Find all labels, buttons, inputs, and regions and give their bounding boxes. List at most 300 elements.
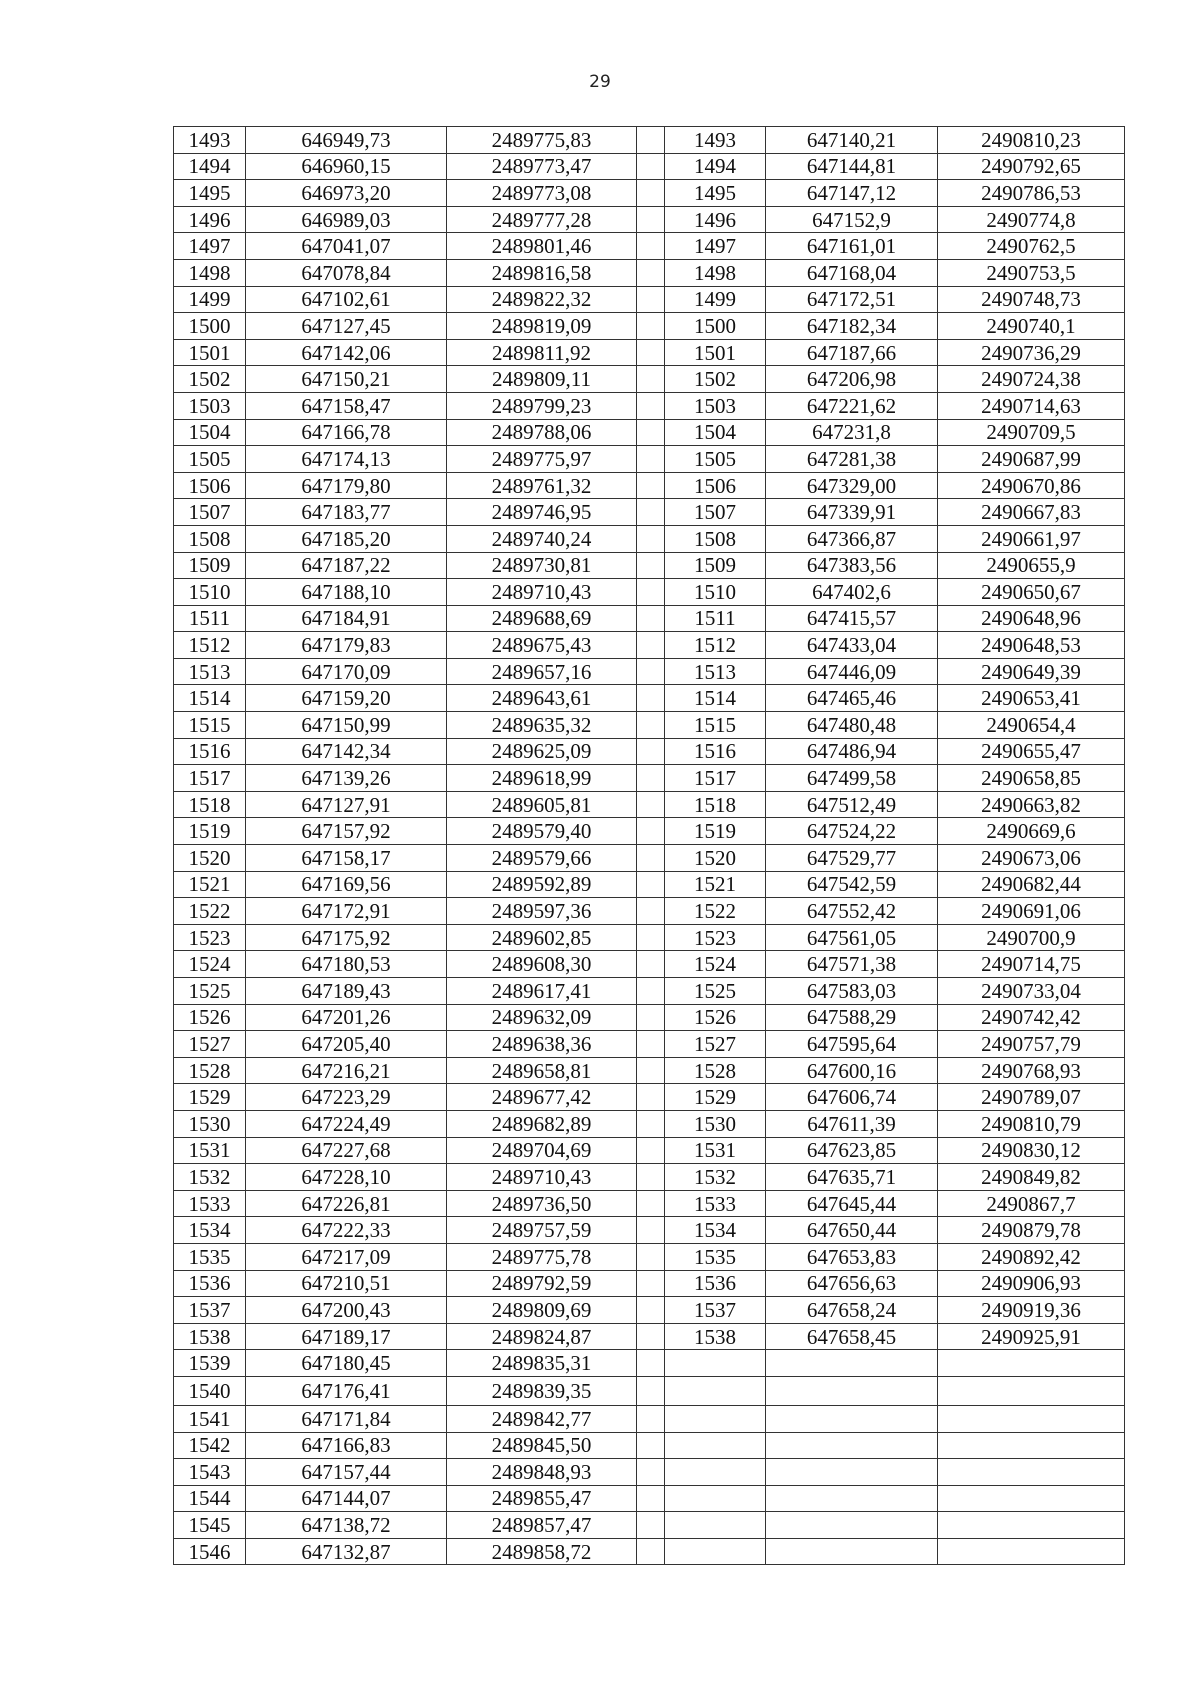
left-point-number-cell: 1528	[174, 1057, 246, 1084]
right-x-coordinate-cell: 647595,64	[766, 1031, 938, 1058]
left-point-number-cell: 1509	[174, 552, 246, 579]
right-x-coordinate-cell: 647144,81	[766, 153, 938, 180]
right-point-number-cell: 1510	[665, 579, 766, 606]
right-point-number-cell: 1497	[665, 233, 766, 260]
right-y-coordinate-cell: 2490762,5	[938, 233, 1125, 260]
right-y-coordinate-cell	[938, 1376, 1125, 1405]
right-x-coordinate-cell	[766, 1485, 938, 1512]
table-row	[174, 1459, 1125, 1486]
table-row	[174, 924, 1125, 951]
table-row	[174, 313, 1125, 340]
right-point-number-cell: 1519	[665, 818, 766, 845]
left-point-number-cell: 1535	[174, 1243, 246, 1270]
table-row	[174, 871, 1125, 898]
spacer-cell	[637, 871, 665, 898]
right-y-coordinate-cell: 2490925,91	[938, 1323, 1125, 1350]
right-y-coordinate-cell: 2490786,53	[938, 180, 1125, 207]
left-y-coordinate-cell: 2489855,47	[447, 1485, 637, 1512]
spacer-cell	[637, 1323, 665, 1350]
right-point-number-cell: 1526	[665, 1004, 766, 1031]
left-y-coordinate-cell: 2489736,50	[447, 1190, 637, 1217]
right-x-coordinate-cell: 647623,85	[766, 1137, 938, 1164]
left-point-number-cell: 1542	[174, 1432, 246, 1459]
right-x-coordinate-cell: 647187,66	[766, 339, 938, 366]
left-y-coordinate-cell: 2489605,81	[447, 791, 637, 818]
right-y-coordinate-cell: 2490654,4	[938, 712, 1125, 739]
left-y-coordinate-cell: 2489597,36	[447, 898, 637, 925]
left-x-coordinate-cell: 646960,15	[246, 153, 447, 180]
left-x-coordinate-cell: 647139,26	[246, 765, 447, 792]
right-y-coordinate-cell: 2490733,04	[938, 978, 1125, 1005]
table-row	[174, 685, 1125, 712]
right-y-coordinate-cell: 2490714,63	[938, 392, 1125, 419]
right-point-number-cell: 1535	[665, 1243, 766, 1270]
right-x-coordinate-cell: 647542,59	[766, 871, 938, 898]
left-point-number-cell: 1510	[174, 579, 246, 606]
right-point-number-cell: 1506	[665, 472, 766, 499]
right-x-coordinate-cell: 647635,71	[766, 1164, 938, 1191]
left-x-coordinate-cell: 647174,13	[246, 446, 447, 473]
table-row	[174, 1243, 1125, 1270]
table-row	[174, 259, 1125, 286]
left-x-coordinate-cell: 647224,49	[246, 1110, 447, 1137]
spacer-cell	[637, 1004, 665, 1031]
table-row	[174, 712, 1125, 739]
right-point-number-cell: 1515	[665, 712, 766, 739]
left-y-coordinate-cell: 2489675,43	[447, 632, 637, 659]
table-row	[174, 286, 1125, 313]
left-x-coordinate-cell: 647217,09	[246, 1243, 447, 1270]
left-y-coordinate-cell: 2489809,69	[447, 1297, 637, 1324]
left-point-number-cell: 1512	[174, 632, 246, 659]
right-y-coordinate-cell: 2490740,1	[938, 313, 1125, 340]
right-point-number-cell: 1508	[665, 525, 766, 552]
left-y-coordinate-cell: 2489677,42	[447, 1084, 637, 1111]
right-y-coordinate-cell	[938, 1485, 1125, 1512]
right-x-coordinate-cell: 647486,94	[766, 738, 938, 765]
spacer-cell	[637, 446, 665, 473]
left-x-coordinate-cell: 647187,22	[246, 552, 447, 579]
spacer-cell	[637, 499, 665, 526]
left-y-coordinate-cell: 2489788,06	[447, 419, 637, 446]
left-point-number-cell: 1525	[174, 978, 246, 1005]
right-x-coordinate-cell	[766, 1350, 938, 1377]
left-x-coordinate-cell: 647158,47	[246, 392, 447, 419]
left-x-coordinate-cell: 647179,83	[246, 632, 447, 659]
left-y-coordinate-cell: 2489816,58	[447, 259, 637, 286]
right-x-coordinate-cell: 647446,09	[766, 658, 938, 685]
spacer-cell	[637, 1485, 665, 1512]
spacer-cell	[637, 845, 665, 872]
left-point-number-cell: 1524	[174, 951, 246, 978]
table-row	[174, 1164, 1125, 1191]
right-x-coordinate-cell: 647529,77	[766, 845, 938, 872]
right-x-coordinate-cell	[766, 1459, 938, 1486]
right-point-number-cell: 1534	[665, 1217, 766, 1244]
left-point-number-cell: 1532	[174, 1164, 246, 1191]
right-x-coordinate-cell: 647172,51	[766, 286, 938, 313]
right-x-coordinate-cell: 647561,05	[766, 924, 938, 951]
right-y-coordinate-cell: 2490658,85	[938, 765, 1125, 792]
right-point-number-cell: 1507	[665, 499, 766, 526]
left-point-number-cell: 1502	[174, 366, 246, 393]
right-y-coordinate-cell: 2490714,75	[938, 951, 1125, 978]
table-row	[174, 1512, 1125, 1539]
left-y-coordinate-cell: 2489845,50	[447, 1432, 637, 1459]
right-x-coordinate-cell	[766, 1405, 938, 1432]
table-row	[174, 632, 1125, 659]
right-y-coordinate-cell: 2490892,42	[938, 1243, 1125, 1270]
right-x-coordinate-cell: 647465,46	[766, 685, 938, 712]
left-x-coordinate-cell: 647142,34	[246, 738, 447, 765]
right-y-coordinate-cell	[938, 1432, 1125, 1459]
table-row	[174, 978, 1125, 1005]
right-point-number-cell: 1502	[665, 366, 766, 393]
right-y-coordinate-cell: 2490849,82	[938, 1164, 1125, 1191]
left-point-number-cell: 1539	[174, 1350, 246, 1377]
left-point-number-cell: 1497	[174, 233, 246, 260]
left-x-coordinate-cell: 647223,29	[246, 1084, 447, 1111]
right-y-coordinate-cell	[938, 1350, 1125, 1377]
right-y-coordinate-cell: 2490919,36	[938, 1297, 1125, 1324]
left-y-coordinate-cell: 2489773,08	[447, 180, 637, 207]
right-y-coordinate-cell: 2490673,06	[938, 845, 1125, 872]
spacer-cell	[637, 765, 665, 792]
left-y-coordinate-cell: 2489761,32	[447, 472, 637, 499]
table-row	[174, 1323, 1125, 1350]
right-point-number-cell	[665, 1459, 766, 1486]
left-y-coordinate-cell: 2489688,69	[447, 605, 637, 632]
right-point-number-cell	[665, 1432, 766, 1459]
left-point-number-cell: 1516	[174, 738, 246, 765]
table-row	[174, 951, 1125, 978]
right-y-coordinate-cell: 2490669,6	[938, 818, 1125, 845]
right-point-number-cell: 1512	[665, 632, 766, 659]
right-y-coordinate-cell	[938, 1512, 1125, 1539]
table-row	[174, 153, 1125, 180]
left-y-coordinate-cell: 2489842,77	[447, 1405, 637, 1432]
table-row	[174, 552, 1125, 579]
right-y-coordinate-cell: 2490810,79	[938, 1110, 1125, 1137]
right-x-coordinate-cell: 647583,03	[766, 978, 938, 1005]
left-point-number-cell: 1503	[174, 392, 246, 419]
spacer-cell	[637, 1243, 665, 1270]
right-point-number-cell: 1495	[665, 180, 766, 207]
spacer-cell	[637, 1459, 665, 1486]
right-point-number-cell: 1530	[665, 1110, 766, 1137]
left-y-coordinate-cell: 2489819,09	[447, 313, 637, 340]
spacer-cell	[637, 924, 665, 951]
spacer-cell	[637, 366, 665, 393]
left-point-number-cell: 1515	[174, 712, 246, 739]
left-x-coordinate-cell: 647227,68	[246, 1137, 447, 1164]
table-row	[174, 1376, 1125, 1405]
right-x-coordinate-cell: 647231,8	[766, 419, 938, 446]
right-point-number-cell: 1494	[665, 153, 766, 180]
left-point-number-cell: 1523	[174, 924, 246, 951]
right-x-coordinate-cell: 647588,29	[766, 1004, 938, 1031]
right-y-coordinate-cell: 2490748,73	[938, 286, 1125, 313]
left-x-coordinate-cell: 647166,83	[246, 1432, 447, 1459]
left-x-coordinate-cell: 647189,43	[246, 978, 447, 1005]
left-point-number-cell: 1533	[174, 1190, 246, 1217]
left-x-coordinate-cell: 647201,26	[246, 1004, 447, 1031]
left-y-coordinate-cell: 2489638,36	[447, 1031, 637, 1058]
right-point-number-cell	[665, 1538, 766, 1565]
left-y-coordinate-cell: 2489710,43	[447, 579, 637, 606]
left-point-number-cell: 1521	[174, 871, 246, 898]
right-y-coordinate-cell: 2490653,41	[938, 685, 1125, 712]
right-x-coordinate-cell: 647221,62	[766, 392, 938, 419]
right-y-coordinate-cell: 2490648,96	[938, 605, 1125, 632]
left-y-coordinate-cell: 2489618,99	[447, 765, 637, 792]
left-point-number-cell: 1520	[174, 845, 246, 872]
right-x-coordinate-cell	[766, 1376, 938, 1405]
left-x-coordinate-cell: 647150,99	[246, 712, 447, 739]
left-x-coordinate-cell: 647183,77	[246, 499, 447, 526]
left-x-coordinate-cell: 647222,33	[246, 1217, 447, 1244]
table-row	[174, 1350, 1125, 1377]
left-point-number-cell: 1529	[174, 1084, 246, 1111]
table-row	[174, 206, 1125, 233]
table-row	[174, 339, 1125, 366]
right-point-number-cell	[665, 1405, 766, 1432]
left-point-number-cell: 1526	[174, 1004, 246, 1031]
right-point-number-cell: 1500	[665, 313, 766, 340]
left-x-coordinate-cell: 647159,20	[246, 685, 447, 712]
right-point-number-cell	[665, 1512, 766, 1539]
table-row	[174, 392, 1125, 419]
right-x-coordinate-cell: 647650,44	[766, 1217, 938, 1244]
table-row	[174, 738, 1125, 765]
spacer-cell	[637, 951, 665, 978]
right-y-coordinate-cell: 2490687,99	[938, 446, 1125, 473]
right-x-coordinate-cell: 647281,38	[766, 446, 938, 473]
coordinates-table-body	[174, 127, 1125, 1565]
left-y-coordinate-cell: 2489710,43	[447, 1164, 637, 1191]
table-row	[174, 605, 1125, 632]
right-y-coordinate-cell: 2490830,12	[938, 1137, 1125, 1164]
right-point-number-cell: 1537	[665, 1297, 766, 1324]
right-x-coordinate-cell: 647152,9	[766, 206, 938, 233]
right-y-coordinate-cell: 2490792,65	[938, 153, 1125, 180]
right-point-number-cell: 1516	[665, 738, 766, 765]
left-y-coordinate-cell: 2489777,28	[447, 206, 637, 233]
left-y-coordinate-cell: 2489775,83	[447, 127, 637, 154]
left-point-number-cell: 1494	[174, 153, 246, 180]
table-row	[174, 818, 1125, 845]
left-x-coordinate-cell: 647142,06	[246, 339, 447, 366]
right-y-coordinate-cell: 2490650,67	[938, 579, 1125, 606]
spacer-cell	[637, 1110, 665, 1137]
spacer-cell	[637, 605, 665, 632]
left-y-coordinate-cell: 2489740,24	[447, 525, 637, 552]
left-x-coordinate-cell: 647127,91	[246, 791, 447, 818]
right-y-coordinate-cell: 2490810,23	[938, 127, 1125, 154]
right-y-coordinate-cell: 2490649,39	[938, 658, 1125, 685]
right-point-number-cell: 1532	[665, 1164, 766, 1191]
left-y-coordinate-cell: 2489839,35	[447, 1376, 637, 1405]
left-x-coordinate-cell: 647041,07	[246, 233, 447, 260]
right-y-coordinate-cell: 2490774,8	[938, 206, 1125, 233]
spacer-cell	[637, 632, 665, 659]
right-x-coordinate-cell: 647512,49	[766, 791, 938, 818]
right-point-number-cell: 1527	[665, 1031, 766, 1058]
left-x-coordinate-cell: 647216,21	[246, 1057, 447, 1084]
left-y-coordinate-cell: 2489799,23	[447, 392, 637, 419]
spacer-cell	[637, 180, 665, 207]
left-point-number-cell: 1527	[174, 1031, 246, 1058]
spacer-cell	[637, 1084, 665, 1111]
right-point-number-cell: 1525	[665, 978, 766, 1005]
table-row	[174, 1432, 1125, 1459]
left-x-coordinate-cell: 647166,78	[246, 419, 447, 446]
table-row	[174, 180, 1125, 207]
left-x-coordinate-cell: 647150,21	[246, 366, 447, 393]
left-y-coordinate-cell: 2489730,81	[447, 552, 637, 579]
left-point-number-cell: 1511	[174, 605, 246, 632]
left-point-number-cell: 1536	[174, 1270, 246, 1297]
left-point-number-cell: 1530	[174, 1110, 246, 1137]
right-point-number-cell: 1499	[665, 286, 766, 313]
right-x-coordinate-cell: 647606,74	[766, 1084, 938, 1111]
spacer-cell	[637, 1164, 665, 1191]
left-point-number-cell: 1501	[174, 339, 246, 366]
right-x-coordinate-cell: 647182,34	[766, 313, 938, 340]
left-point-number-cell: 1544	[174, 1485, 246, 1512]
left-x-coordinate-cell: 647169,56	[246, 871, 447, 898]
left-x-coordinate-cell: 646973,20	[246, 180, 447, 207]
left-y-coordinate-cell: 2489592,89	[447, 871, 637, 898]
left-y-coordinate-cell: 2489625,09	[447, 738, 637, 765]
left-y-coordinate-cell: 2489801,46	[447, 233, 637, 260]
left-x-coordinate-cell: 647157,92	[246, 818, 447, 845]
left-point-number-cell: 1500	[174, 313, 246, 340]
left-x-coordinate-cell: 647185,20	[246, 525, 447, 552]
table-row	[174, 845, 1125, 872]
right-y-coordinate-cell: 2490709,5	[938, 419, 1125, 446]
left-y-coordinate-cell: 2489608,30	[447, 951, 637, 978]
right-point-number-cell: 1524	[665, 951, 766, 978]
right-y-coordinate-cell: 2490906,93	[938, 1270, 1125, 1297]
left-point-number-cell: 1495	[174, 180, 246, 207]
right-point-number-cell: 1533	[665, 1190, 766, 1217]
right-x-coordinate-cell: 647206,98	[766, 366, 938, 393]
left-point-number-cell: 1513	[174, 658, 246, 685]
table-row	[174, 1217, 1125, 1244]
table-row	[174, 791, 1125, 818]
left-x-coordinate-cell: 647171,84	[246, 1405, 447, 1432]
right-point-number-cell: 1536	[665, 1270, 766, 1297]
left-y-coordinate-cell: 2489792,59	[447, 1270, 637, 1297]
spacer-cell	[637, 1405, 665, 1432]
right-x-coordinate-cell: 647402,6	[766, 579, 938, 606]
left-x-coordinate-cell: 647132,87	[246, 1538, 447, 1565]
spacer-cell	[637, 552, 665, 579]
table-row	[174, 366, 1125, 393]
spacer-cell	[637, 791, 665, 818]
spacer-cell	[637, 1350, 665, 1377]
left-point-number-cell: 1543	[174, 1459, 246, 1486]
table-row	[174, 1405, 1125, 1432]
left-point-number-cell: 1493	[174, 127, 246, 154]
right-point-number-cell: 1517	[665, 765, 766, 792]
right-y-coordinate-cell: 2490667,83	[938, 499, 1125, 526]
left-y-coordinate-cell: 2489746,95	[447, 499, 637, 526]
right-point-number-cell: 1518	[665, 791, 766, 818]
right-point-number-cell	[665, 1485, 766, 1512]
table-row	[174, 658, 1125, 685]
right-y-coordinate-cell	[938, 1538, 1125, 1565]
table-row	[174, 446, 1125, 473]
table-row	[174, 1084, 1125, 1111]
right-point-number-cell: 1538	[665, 1323, 766, 1350]
right-x-coordinate-cell: 647161,01	[766, 233, 938, 260]
left-y-coordinate-cell: 2489824,87	[447, 1323, 637, 1350]
left-y-coordinate-cell: 2489658,81	[447, 1057, 637, 1084]
spacer-cell	[637, 1057, 665, 1084]
right-y-coordinate-cell: 2490736,29	[938, 339, 1125, 366]
table-row	[174, 1190, 1125, 1217]
right-point-number-cell: 1523	[665, 924, 766, 951]
left-point-number-cell: 1514	[174, 685, 246, 712]
right-y-coordinate-cell: 2490691,06	[938, 898, 1125, 925]
right-y-coordinate-cell: 2490724,38	[938, 366, 1125, 393]
left-point-number-cell: 1522	[174, 898, 246, 925]
table-row	[174, 1538, 1125, 1565]
right-x-coordinate-cell: 647140,21	[766, 127, 938, 154]
left-point-number-cell: 1540	[174, 1376, 246, 1405]
left-point-number-cell: 1546	[174, 1538, 246, 1565]
right-x-coordinate-cell: 647656,63	[766, 1270, 938, 1297]
left-x-coordinate-cell: 647210,51	[246, 1270, 447, 1297]
left-point-number-cell: 1541	[174, 1405, 246, 1432]
left-y-coordinate-cell: 2489835,31	[447, 1350, 637, 1377]
spacer-cell	[637, 1512, 665, 1539]
left-y-coordinate-cell: 2489579,66	[447, 845, 637, 872]
table-row	[174, 499, 1125, 526]
spacer-cell	[637, 1376, 665, 1405]
table-row	[174, 1270, 1125, 1297]
right-point-number-cell: 1505	[665, 446, 766, 473]
spacer-cell	[637, 127, 665, 154]
left-x-coordinate-cell: 647078,84	[246, 259, 447, 286]
table-row	[174, 233, 1125, 260]
left-y-coordinate-cell: 2489635,32	[447, 712, 637, 739]
right-x-coordinate-cell: 647168,04	[766, 259, 938, 286]
table-row	[174, 419, 1125, 446]
spacer-cell	[637, 1031, 665, 1058]
left-point-number-cell: 1518	[174, 791, 246, 818]
right-y-coordinate-cell: 2490663,82	[938, 791, 1125, 818]
spacer-cell	[637, 658, 665, 685]
left-y-coordinate-cell: 2489811,92	[447, 339, 637, 366]
table-row	[174, 1110, 1125, 1137]
right-y-coordinate-cell: 2490682,44	[938, 871, 1125, 898]
spacer-cell	[637, 738, 665, 765]
right-x-coordinate-cell: 647499,58	[766, 765, 938, 792]
right-x-coordinate-cell	[766, 1512, 938, 1539]
left-x-coordinate-cell: 647184,91	[246, 605, 447, 632]
right-x-coordinate-cell	[766, 1538, 938, 1565]
left-point-number-cell: 1506	[174, 472, 246, 499]
left-x-coordinate-cell: 647144,07	[246, 1485, 447, 1512]
right-point-number-cell: 1509	[665, 552, 766, 579]
right-y-coordinate-cell: 2490753,5	[938, 259, 1125, 286]
left-x-coordinate-cell: 647102,61	[246, 286, 447, 313]
left-x-coordinate-cell: 646989,03	[246, 206, 447, 233]
right-point-number-cell: 1513	[665, 658, 766, 685]
